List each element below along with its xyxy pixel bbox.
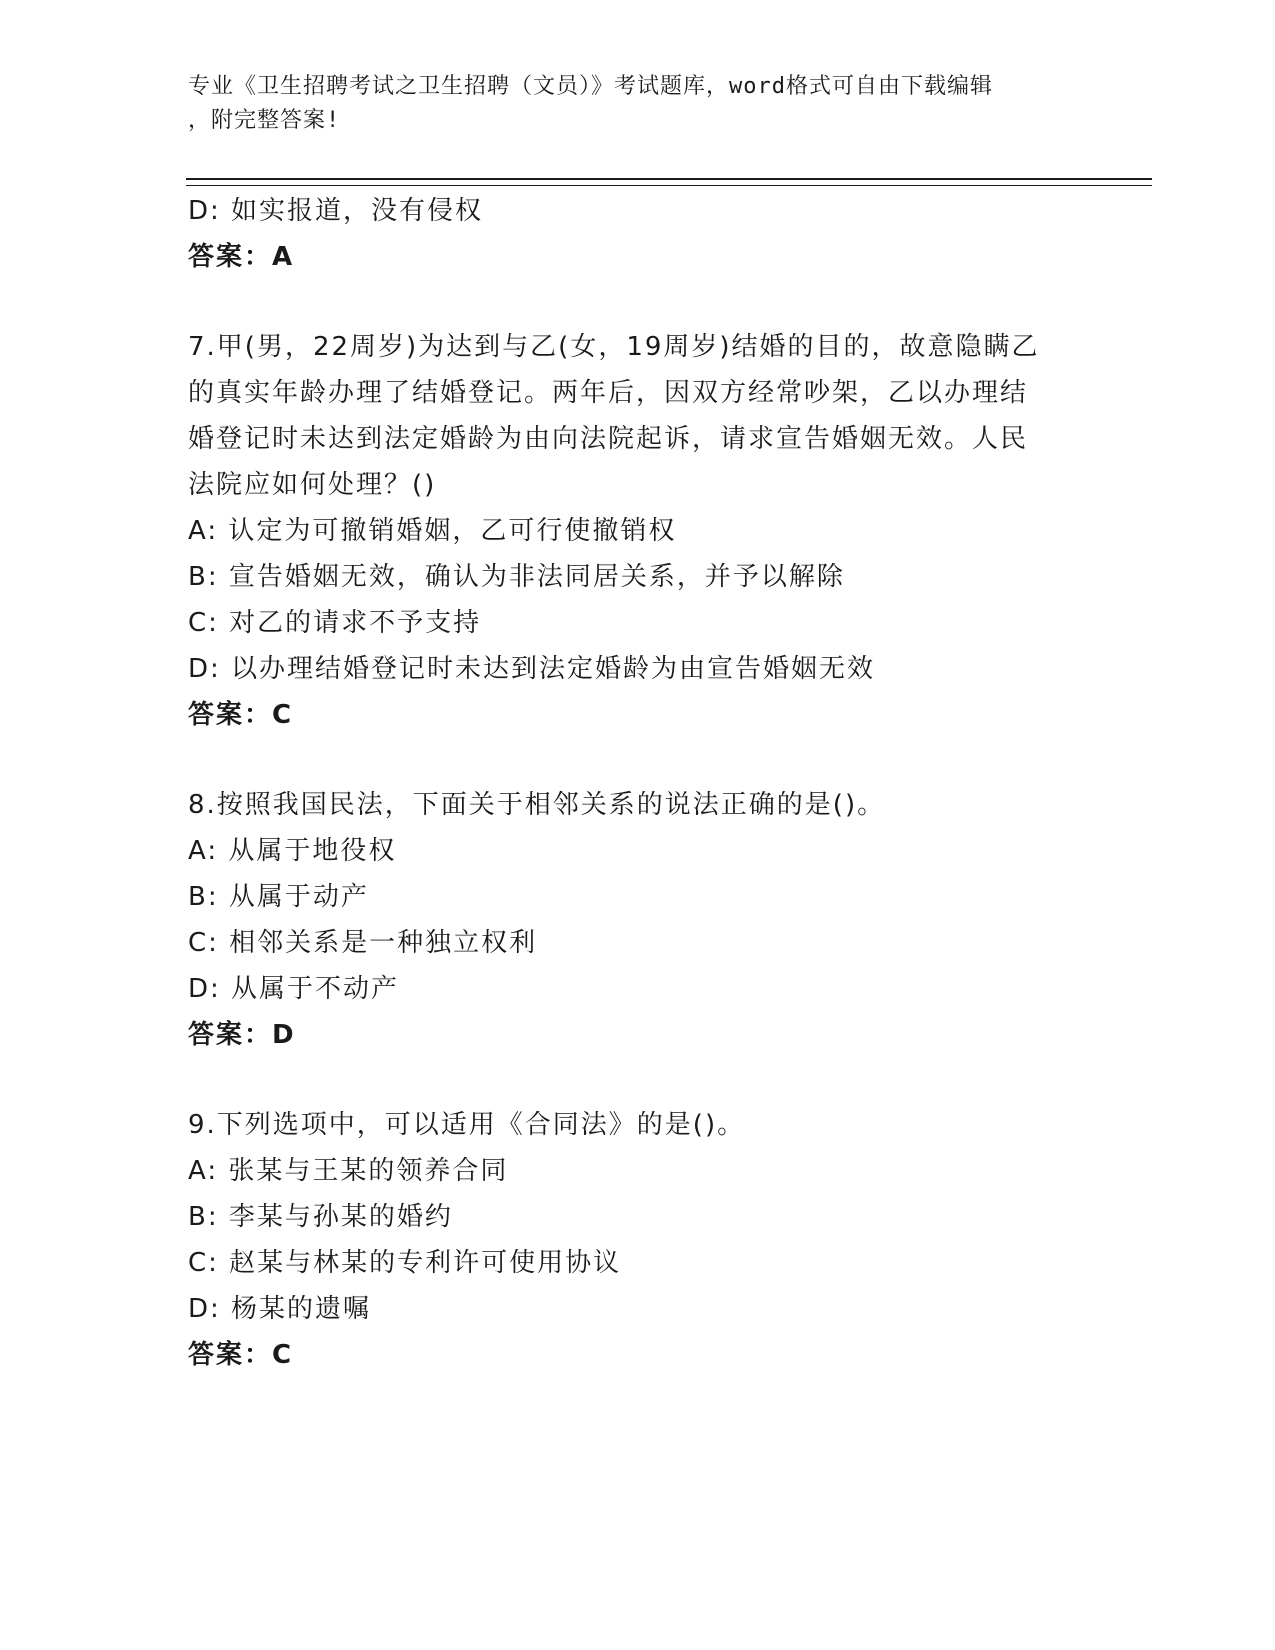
spacer	[188, 1058, 1088, 1102]
question-line: 法院应如何处理？()	[188, 470, 437, 500]
option-d: D: 杨某的遗嘱	[188, 1294, 372, 1324]
option-b: B: 从属于动产	[188, 882, 369, 912]
question-line: 8.按照我国民法，下面关于相邻关系的说法正确的是()。	[188, 790, 886, 820]
header-line-1: 专业《卫生招聘考试之卫生招聘（文员）》考试题库，word格式可自由下载编辑	[188, 74, 993, 99]
question-text	[188, 1102, 1088, 1148]
document-body	[188, 188, 1088, 1378]
question-text	[188, 324, 1088, 508]
spacer	[188, 738, 1088, 782]
header-line-2: ，附完整答案!	[188, 108, 341, 133]
option-c: C: 赵某与林某的专利许可使用协议	[188, 1248, 622, 1278]
option-b: B: 宣告婚姻无效，确认为非法同居关系，并予以解除	[188, 562, 845, 592]
previous-question-tail	[188, 188, 1088, 280]
question-8	[188, 782, 1088, 1058]
question-9	[188, 1102, 1088, 1378]
question-line: 的真实年龄办理了结婚登记。两年后，因双方经常吵架，乙以办理结	[188, 378, 1029, 408]
question-text	[188, 782, 1088, 828]
option-c: C: 对乙的请求不予支持	[188, 608, 482, 638]
question-line: 7.甲(男，22周岁)为达到与乙(女，19周岁)结婚的目的，故意隐瞒乙	[188, 332, 1040, 362]
answer: 答案：D	[188, 1020, 296, 1050]
option-a: A: 认定为可撤销婚姻，乙可行使撤销权	[188, 516, 677, 546]
question-7	[188, 324, 1088, 738]
answer: 答案：C	[188, 1340, 294, 1370]
option-d: D: 从属于不动产	[188, 974, 400, 1004]
option-b: B: 李某与孙某的婚约	[188, 1202, 453, 1232]
answer: 答案：C	[188, 700, 294, 730]
page-header	[188, 70, 1088, 138]
header-divider	[186, 178, 1152, 186]
option-a: A: 从属于地役权	[188, 836, 397, 866]
option-c: C: 相邻关系是一种独立权利	[188, 928, 538, 958]
option-d: D: 以办理结婚登记时未达到法定婚龄为由宣告婚姻无效	[188, 654, 876, 684]
question-line: 9.下列选项中，可以适用《合同法》的是()。	[188, 1110, 746, 1140]
spacer	[188, 280, 1088, 324]
answer: 答案：A	[188, 242, 295, 272]
option-a: A: 张某与王某的领养合同	[188, 1156, 509, 1186]
question-line: 婚登记时未达到法定婚龄为由向法院起诉，请求宣告婚姻无效。人民	[188, 424, 1029, 454]
option-d: D: 如实报道，没有侵权	[188, 196, 484, 226]
